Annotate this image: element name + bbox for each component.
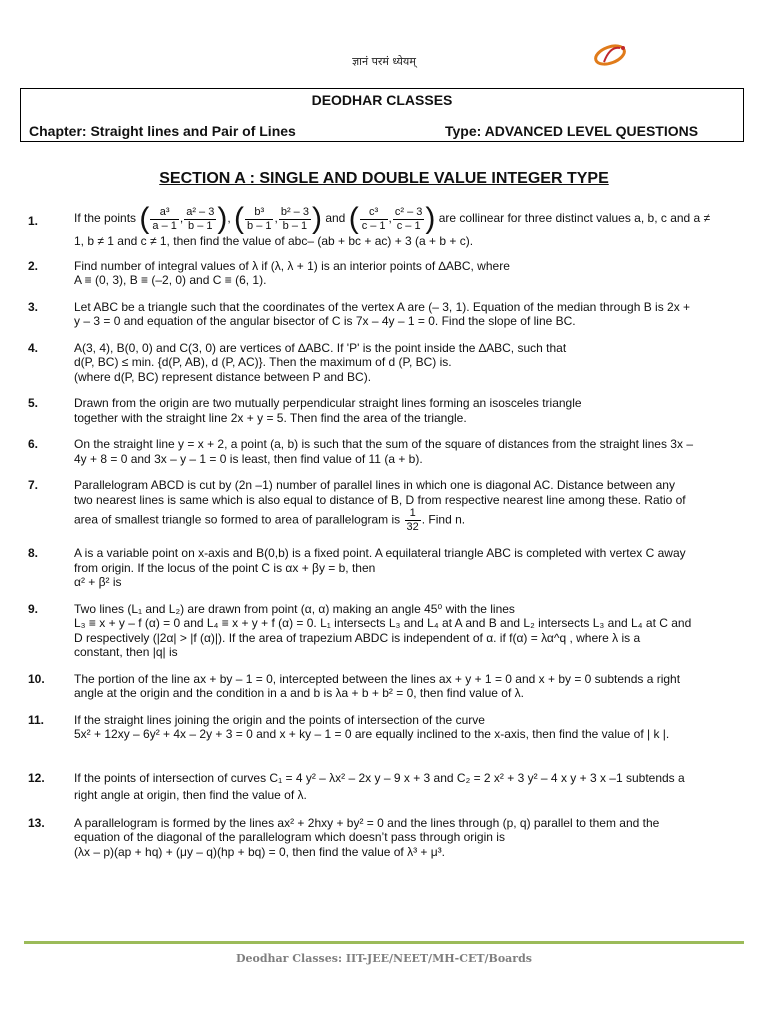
header-motto: ज्ञानं परमं ध्येयम्: [352, 55, 416, 68]
question-type: Type: ADVANCED LEVEL QUESTIONS: [445, 123, 699, 139]
question-1: 1. If the points ( $\frac{\text{a³}}{a - 1}$ , $\frac{\text{a² – 3}}{b - 1}$ ), ( $\frac{\text{b³}}{b - 1}$ , $\frac{\text{b² – 3}}{b - 1}$ ) and ( $\frac{\text{c³}}{c - 1}$ , $\frac{\text{c² – 3}}{c - 1}$ ) are collinear for three distinct values a, b, c and a ≠ 1, b ≠ 1 and c ≠ 1, then find the value of abc– (ab + bc + ac) + 3 (a + b + c).: [28, 202, 711, 248]
section-title: SECTION A : SINGLE AND DOUBLE VALUE INTEGER TYPE: [159, 170, 609, 187]
question-4: 4. A(3, 4), B(0, 0) and C(3, 0) are vertices of ∆ABC. If 'P' is the point inside the ∆ABC, such that d(P, BC) ≤ min. {d(P, AB), d (P, AC)}. Then the maximum of d (P, BC) is. (where d(P, BC) represent distance between P and BC).: [28, 340, 567, 384]
question-number: 2.: [28, 258, 39, 273]
question-number: 4.: [28, 340, 39, 355]
question-number: 9.: [28, 601, 39, 616]
question-number: 10.: [28, 671, 45, 686]
footer-divider: [24, 941, 744, 944]
question-9: 9. Two lines (L₁ and L₂) are drawn from point (α, α) making an angle 45⁰ with the lines L₃ ≡ x + y – f (α) = 0 and L₄ ≡ x + y + f (α) = 0. L₁ intersects L₃ and L₄ at A and B and L₂ intersects L₃ and L₄ at C and D respectively (|2α| > |f (α)|). If the area of trapezium ABDC is independent of α. if f(α) = λα^q , where λ is a constant, then |q| is: [28, 601, 692, 659]
question-list: [28, 204, 743, 871]
question-number: 5.: [28, 396, 39, 410]
page-footer: Deodhar Classes: IIT-JEE/NEET/MH-CET/Boards: [235, 952, 532, 965]
header-box: [20, 88, 744, 142]
question-number: 6.: [28, 437, 39, 451]
question-11: 11. If the straight lines joining the origin and the points of intersection of the curve 5x² + 12xy – 6y² + 4x – 2y + 3 = 0 and x + ky – 1 = 0 are equally inclined to the x-axis, then find the value of | k |.: [28, 712, 670, 741]
question-10: 10. The portion of the line ax + by – 1 = 0, intercepted between the lines ax + y + 1 = 0 and x + by = 0 subtends a right angle at the origin and the condition in a and b is λa + b + b² = 0, then find value of λ.: [28, 671, 681, 700]
question-number: 1.: [28, 214, 39, 228]
question-number: 12.: [28, 770, 45, 785]
question-number: 11.: [28, 712, 45, 727]
question-number: 7.: [28, 478, 39, 492]
question-5: 5. Drawn from the origin are two mutually perpendicular straight lines forming an isosceles triangle together with the straight line 2x + y = 5. Then find the area of the triangle.: [28, 396, 582, 425]
institute-logo: [590, 42, 630, 68]
ratio-fraction: $\frac{1}{32}$: [406, 507, 419, 533]
question-3: 3. Let ABC be a triangle such that the coordinates of the vertex A are (– 3, 1). Equation of the median through B is 2x + y – 3 = 0 and equation of the angular bisector of C is 7x – 4y – 1 = 0. Find the slope of line BC.: [28, 299, 691, 328]
question-6: 6. On the straight line y = x + 2, a point (a, b) is such that the sum of the square of distances from the straight lines 3x – 4y + 8 = 0 and 3x – y – 1 = 0 is least, then find value of 11 (a + b).: [28, 437, 693, 466]
chapter-title: Chapter: Straight lines and Pair of Lines: [29, 123, 296, 139]
question-number: 13.: [28, 815, 45, 830]
question-7: 7. Parallelogram ABCD is cut by (2n –1) number of parallel lines in which one is diagonal AC. Distance between any two nearest lines is same which is also equal to distance of B, D from respective nearest line among these. Ratio of area of smallest triangle so formed to area of parallelogram is $\frac{1}{32}$ . Find n.: [28, 478, 686, 533]
question-number: 8.: [28, 546, 39, 560]
question-8: 8. A is a variable point on x-axis and B(0,b) is a fixed point. A equilateral triangle ABC is completed with vertex C away from origin. If the locus of the point C is αx + βy = b, then α² + β² is: [28, 546, 686, 589]
question-13: 13. A parallelogram is formed by the lines ax² + 2hxy + by² = 0 and the lines through (p, q) parallel to them and the equation of the diagonal of the parallelogram which doesn’t pass through origin is (λx – p)(ap + hq) + (μy – q)(hp + bq) = 0, then find the value of λ³ + μ³.: [28, 815, 660, 859]
question-12: 12. If the points of intersection of curves C₁ = 4 y² – λx² – 2x y – 9 x + 3 and C₂ = 2 x² + 3 y² – 4 x y + 3 x –1 subtends a right angle at origin, then find the value of λ.: [28, 770, 685, 802]
institute-name: DEODHAR CLASSES: [311, 92, 453, 108]
question-number: 3.: [28, 299, 39, 314]
question-2: 2. Find number of integral values of λ if (λ, λ + 1) is an interior points of ∆ABC, where A ≡ (0, 3), B ≡ (–2, 0) and C ≡ (6, 1).: [28, 258, 510, 287]
